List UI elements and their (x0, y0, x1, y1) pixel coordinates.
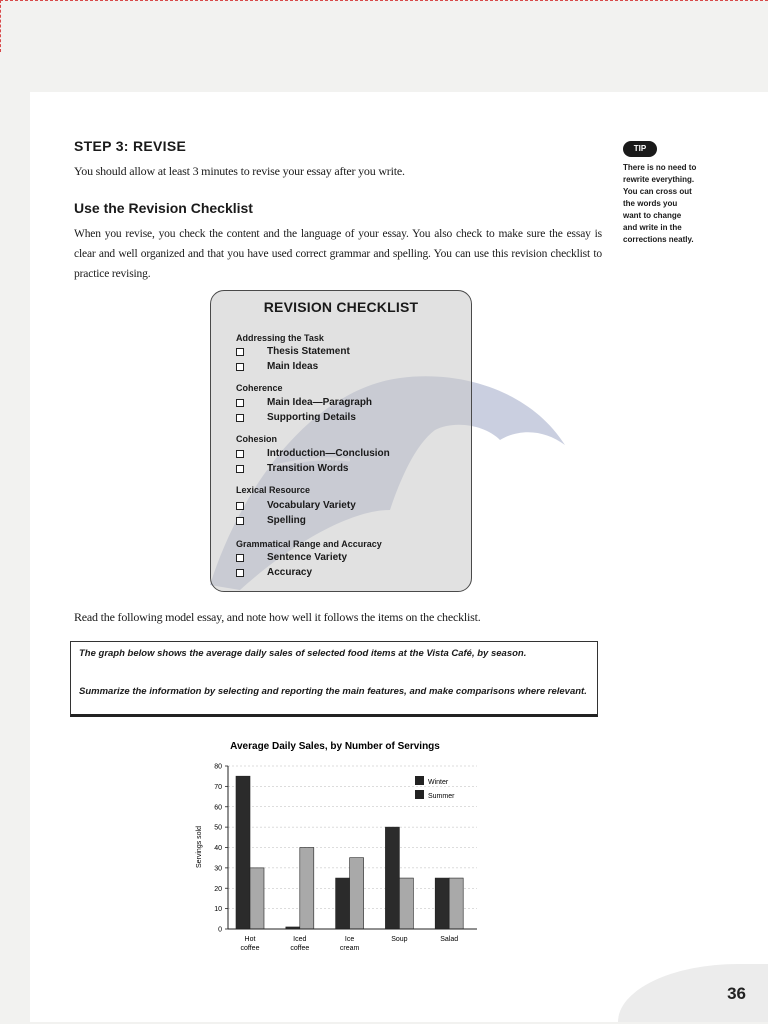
chart-legend (415, 776, 455, 800)
checkbox[interactable] (236, 465, 244, 473)
chart-legend-swatch (415, 776, 424, 785)
checkbox[interactable] (236, 554, 244, 562)
chart-x-tick-label: Soup (391, 936, 408, 943)
chart-bar (250, 868, 264, 929)
task-prompt-line: Summarize the information by selecting and reporting the main features, and make comparisons where relevant. (79, 686, 587, 697)
checklist-item[interactable] (236, 500, 356, 511)
checklist-item[interactable] (236, 448, 390, 459)
checklist-item[interactable] (236, 567, 312, 578)
chart-x-tick-label: coffee (290, 945, 310, 952)
task-prompt-box (70, 641, 598, 717)
chart-legend-swatch (415, 790, 424, 799)
checklist-category: Coherence (236, 383, 283, 393)
chart-y-tick-label: 10 (214, 906, 222, 914)
checkbox[interactable] (236, 414, 244, 422)
checkbox[interactable] (236, 399, 244, 407)
checkbox[interactable] (236, 450, 244, 458)
chart-legend-label: Summer (428, 793, 455, 800)
instruction-line: Read the following model essay, and note how well it follows the items on the checklist. (74, 610, 481, 624)
checklist-category: Cohesion (236, 434, 278, 444)
checklist-item-label: Spelling (267, 515, 306, 526)
checkbox[interactable] (236, 363, 244, 371)
section-heading: Use the Revision Checklist (74, 200, 253, 216)
checklist-title: REVISION CHECKLIST (263, 299, 419, 315)
step-intro-text: You should allow at least 3 minutes to revise your essay after you write. (74, 164, 405, 178)
chart-x-tick-label: Hot (244, 936, 256, 943)
chart-y-tick-label: 50 (214, 824, 222, 832)
step-heading: STEP 3: REVISE (74, 138, 187, 154)
chart-y-tick-label: 30 (214, 865, 222, 873)
checklist-item[interactable] (236, 361, 318, 372)
checklist-item-label: Accuracy (267, 567, 313, 578)
chart-x-labels (241, 936, 459, 952)
checklist-category: Grammatical Range and Accuracy (236, 539, 382, 549)
page-number: 36 (727, 984, 746, 1003)
checklist-item-label: Main Ideas (267, 361, 319, 372)
checklist-item[interactable] (236, 552, 347, 563)
checklist-item-label: Thesis Statement (267, 346, 350, 357)
chart-legend-label: Winter (428, 779, 449, 786)
chart-x-tick-label: Salad (440, 936, 459, 943)
chart-y-tick-label: 40 (214, 845, 222, 852)
chart-y-axis-label: Servings sold (196, 825, 203, 869)
chart-bar (449, 878, 463, 929)
chart-bar (435, 878, 449, 929)
chart-x-tick-label: Ice (344, 936, 355, 943)
checklist-item-label: Vocabulary Variety (267, 500, 356, 511)
checkbox[interactable] (236, 517, 244, 525)
chart-title: Average Daily Sales, by Number of Servings (230, 741, 440, 752)
chart-x-tick-label: coffee (240, 945, 260, 952)
chart-bar (399, 878, 413, 929)
checklist-item[interactable] (236, 397, 372, 408)
tip-badge: TIP (623, 141, 657, 157)
chart-y-tick-label: 60 (214, 804, 222, 812)
chart-y-tick-label: 80 (214, 763, 222, 771)
top-margin-guide (0, 0, 768, 53)
checklist-item-label: Main Idea—Paragraph (267, 397, 373, 408)
checklist-item[interactable] (236, 346, 350, 357)
left-margin-guide (0, 0, 1, 52)
checklist-item-label: Supporting Details (267, 412, 356, 423)
chart-y-tick-label: 0 (218, 926, 222, 934)
checklist-item-label: Introduction—Conclusion (267, 448, 390, 459)
checklist-category: Addressing the Task (236, 333, 324, 343)
chart-y-tick-label: 70 (214, 783, 222, 791)
tip-text: There is no need to rewrite everything. You can cross out the words you want to change and write in the corrections neatly. (623, 163, 697, 244)
task-prompt-line: The graph below shows the average daily sales of selected food items at the Vista Café, by season. (79, 648, 527, 659)
chart-bar (236, 776, 250, 929)
checklist-item-label: Transition Words (267, 463, 349, 474)
chart-bar (300, 848, 314, 930)
chart-bar (350, 858, 364, 929)
checklist-item[interactable] (236, 412, 356, 423)
checkbox[interactable] (236, 569, 244, 577)
chart-y-ticks (214, 764, 228, 934)
chart-bar (336, 878, 350, 929)
chart-y-tick-label: 20 (214, 885, 222, 893)
chart-x-tick-label: Iced (293, 936, 307, 943)
chart-x-tick-label: cream (339, 945, 360, 952)
checklist-item[interactable] (236, 463, 349, 474)
bar-chart (185, 735, 490, 960)
checklist-category: Lexical Resource (236, 485, 311, 495)
checklist-item[interactable] (236, 515, 306, 526)
section-paragraph: When you revise, you check the content and the language of your essay. You also check to make sure the essay is clear and well organized and that you have used correct grammar and spelling. You can use this revision checklist to practice revising. (74, 228, 602, 280)
chart-bar (385, 827, 399, 929)
checkbox[interactable] (236, 348, 244, 356)
revision-checklist-box (210, 290, 472, 592)
checkbox[interactable] (236, 502, 244, 510)
checklist-item-label: Sentence Variety (267, 552, 348, 563)
